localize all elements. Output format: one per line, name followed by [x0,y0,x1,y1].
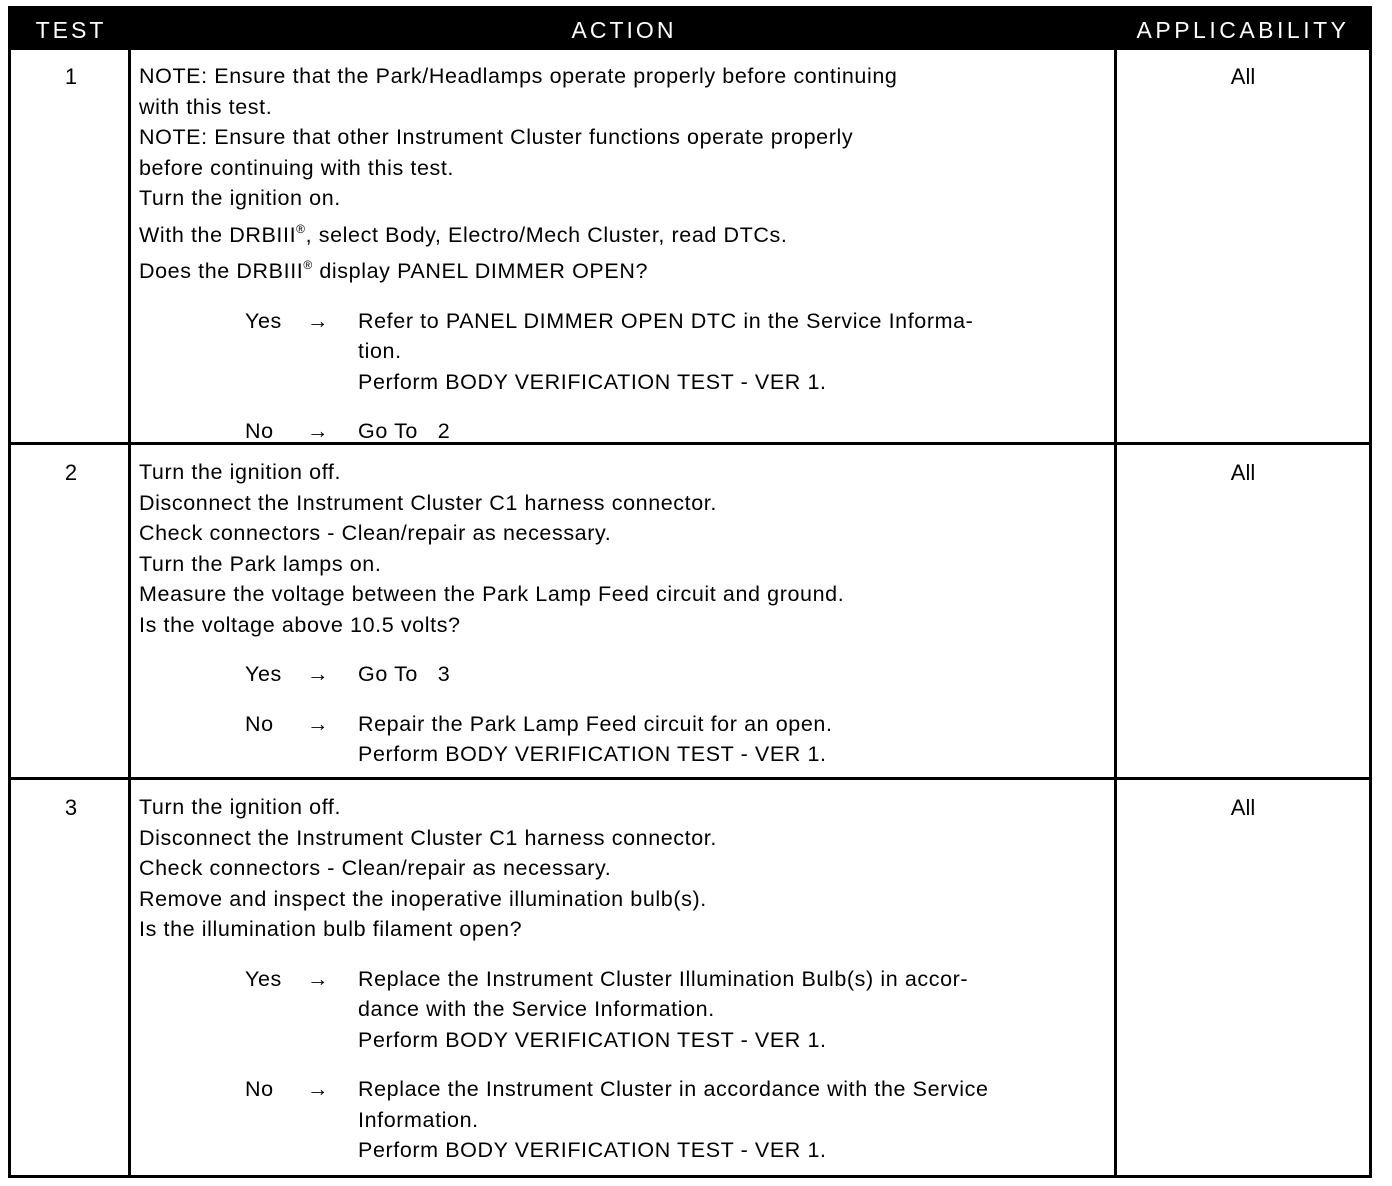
action-line: Measure the voltage between the Park Lamp Feed circuit and ground. [139,582,845,606]
action-line: before continuing with this test. [139,155,454,180]
arrow-icon: → [307,1077,330,1101]
arrow-icon: → [307,662,330,686]
answer-line: Perform BODY VERIFICATION TEST - VER 1. [358,1027,827,1052]
answer-label: Yes [245,308,282,333]
action-line: Is the voltage above 10.5 volts? [139,612,461,637]
answer-label: No [245,711,274,736]
test-number: 3 [64,795,78,820]
answer-line: Repair the Park Lamp Feed circuit for an open. [358,711,833,736]
arrow-icon: → [307,966,330,991]
answer-label: Yes [245,662,282,686]
row-divider-2 [11,777,1369,780]
arrow-icon: → [307,308,330,333]
header-action: ACTION [571,17,677,43]
answer-line: Perform BODY VERIFICATION TEST - VER 1. [358,742,827,766]
answer-line: Perform BODY VERIFICATION TEST - VER 1. [358,369,827,394]
answer-label: No [245,419,274,443]
answer-line: Refer to PANEL DIMMER OPEN DTC in the Service Informa- [358,308,974,333]
answer-yes [139,964,1111,1056]
header-test: TEST [35,17,107,43]
applicability-value: All [1230,795,1256,820]
action-line: Turn the ignition off. [139,460,342,484]
answer-label: Yes [245,966,282,991]
applicability-value: All [1230,460,1256,485]
action-line: with this test. [139,94,273,119]
action-line: Disconnect the Instrument Cluster C1 harness connector. [139,490,717,515]
table-header [11,9,1369,50]
action-line: NOTE: Ensure that other Instrument Cluster functions operate properly [139,125,854,149]
answer-line: Replace the Instrument Cluster Illumination Bulb(s) in accor- [358,966,969,991]
action-line: With the DRBIII®, select Body, Electro/Mech Cluster, read DTCs. [139,221,788,247]
arrow-icon: → [307,711,330,736]
action-line: Remove and inspect the inoperative illumination bulb(s). [139,886,707,911]
action-line: Turn the Park lamps on. [139,551,382,576]
action-cell [139,61,1111,447]
answer-line: Go To 3 [358,662,451,686]
answer-yes [139,306,1111,398]
answer-yes [139,659,1111,690]
applicability-value: All [1230,64,1256,89]
action-cell [139,457,1111,770]
answer-line: Replace the Instrument Cluster in accordance with the Service [358,1077,989,1101]
answer-line: tion. [358,339,402,363]
action-line: Is the illumination bulb filament open? [139,917,523,941]
action-line: Does the DRBIII® display PANEL DIMMER OPEN? [139,258,649,283]
column-divider-applicability [1114,50,1117,1175]
answer-line: dance with the Service Information. [358,997,715,1021]
answer-label: No [245,1077,274,1101]
action-line: Check connectors - Clean/repair as necessary. [139,521,612,545]
action-line: NOTE: Ensure that the Park/Headlamps operate properly before continuing [139,64,898,88]
answer-no [139,709,1111,770]
answer-no [139,1074,1111,1166]
action-line: Turn the ignition off. [139,795,342,819]
answer-line: Information. [358,1107,479,1132]
diagnostic-test-table [8,6,1372,1178]
arrow-icon: → [307,419,330,443]
test-number: 1 [64,64,78,89]
header-applicability: APPLICABILITY [1136,17,1350,43]
action-line: Turn the ignition on. [139,186,341,210]
test-number: 2 [64,460,78,485]
action-cell [139,792,1111,1166]
answer-line: Perform BODY VERIFICATION TEST - VER 1. [358,1138,827,1162]
action-line: Check connectors - Clean/repair as necessary. [139,856,612,880]
answer-no [139,416,1111,447]
column-divider-test [128,50,131,1175]
answer-line: Go To 2 [358,419,451,443]
action-line: Disconnect the Instrument Cluster C1 harness connector. [139,825,717,850]
